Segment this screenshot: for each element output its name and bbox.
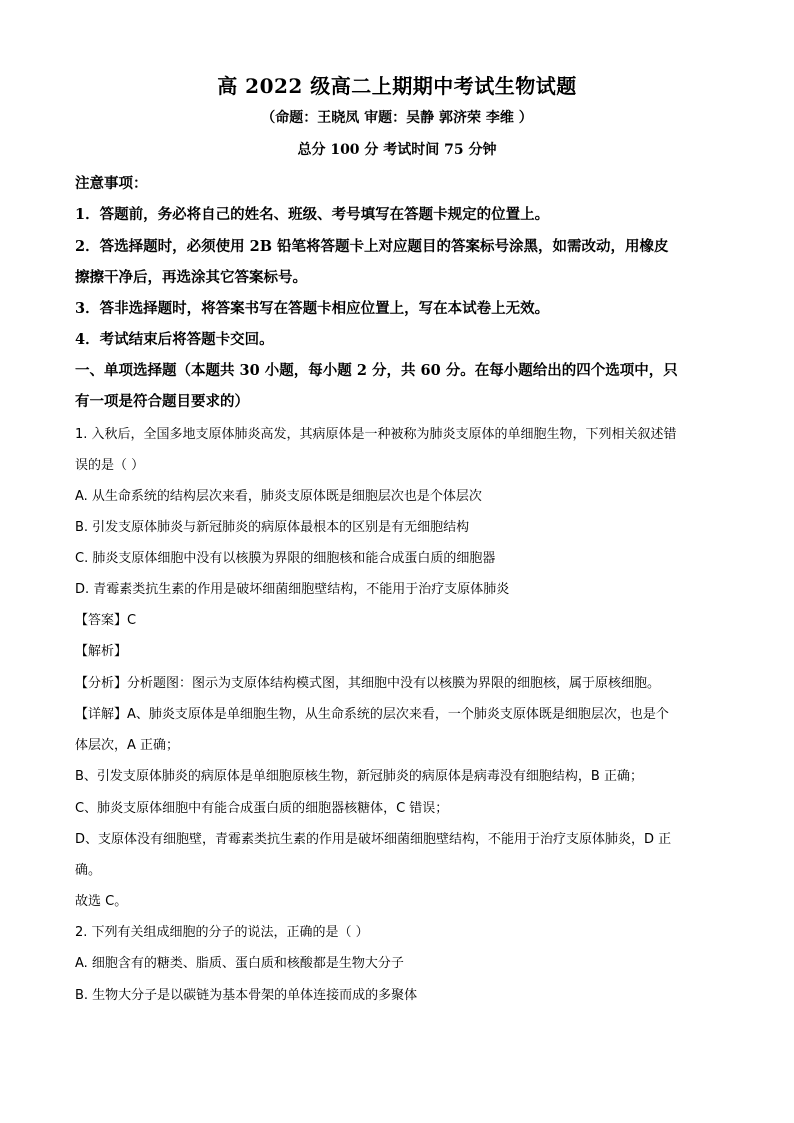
section-heading-line1: 一、单项选择题（本题共 30 小题，每小题 2 分，共 60 分。在每小题给出的四个选项中，只 bbox=[75, 362, 678, 379]
q1-analysis-label: 【解析】 bbox=[75, 644, 128, 659]
q1-stem-line1: 1. 入秋后，全国多地支原体肺炎高发，其病原体是一种被称为肺炎支原体的单细胞生物，下列相关叙述错 bbox=[75, 427, 677, 442]
q1-option-a: A. 从生命系统的结构层次来看，肺炎支原体既是细胞层次也是个体层次 bbox=[75, 489, 482, 504]
notes-item-4: 4．考试结束后将答题卡交回。 bbox=[75, 331, 274, 348]
notes-item-2: 2．答选择题时，必须使用 2B 铅笔将答题卡上对应题目的答案标号涂黑，如需改动，用橡皮 bbox=[75, 238, 669, 255]
exam-title: 高 2022 级高二上期期中考试生物试题 bbox=[217, 74, 577, 98]
q2-option-b: B. 生物大分子是以碳链为基本骨架的单体连接而成的多聚体 bbox=[75, 988, 418, 1003]
q1-conclusion: 故选 C。 bbox=[75, 894, 128, 909]
exam-meta: 总分 100 分 考试时间 75 分钟 bbox=[297, 142, 497, 158]
q1-fenxi: 【分析】分析题图：图示为支原体结构模式图，其细胞中没有以核膜为界限的细胞核，属于原核细胞。 bbox=[75, 676, 661, 691]
q1-xiangjie-line1: 【详解】A、肺炎支原体是单细胞生物，从生命系统的层次来看，一个肺炎支原体既是细胞层次，也是个 bbox=[75, 707, 669, 722]
notes-item-3: 3．答非选择题时，将答案书写在答题卡相应位置上，写在本试卷上无效。 bbox=[75, 300, 550, 317]
q1-explain-b: B、引发支原体肺炎的病原体是单细胞原核生物，新冠肺炎的病原体是病毒没有细胞结构，B 正确； bbox=[75, 769, 643, 784]
q1-answer: 【答案】C bbox=[75, 613, 137, 628]
q1-xiangjie-line2: 体层次，A 正确； bbox=[75, 738, 180, 753]
q1-option-d: D. 青霉素类抗生素的作用是破坏细菌细胞壁结构，不能用于治疗支原体肺炎 bbox=[75, 582, 510, 597]
q1-option-b: B. 引发支原体肺炎与新冠肺炎的病原体最根本的区别是有无细胞结构 bbox=[75, 520, 470, 535]
q1-option-c: C. 肺炎支原体细胞中没有以核膜为界限的细胞核和能合成蛋白质的细胞器 bbox=[75, 551, 496, 566]
q1-explain-d-line2: 确。 bbox=[75, 863, 102, 878]
notes-heading: 注意事项： bbox=[75, 175, 148, 192]
q2-stem: 2. 下列有关组成细胞的分子的说法，正确的是（ ） bbox=[75, 925, 369, 940]
section-heading-line2: 有一项是符合题目要求的） bbox=[75, 393, 249, 410]
notes-item-2-cont: 擦擦干净后，再选涂其它答案标号。 bbox=[75, 269, 307, 286]
q2-option-a: A. 细胞含有的糖类、脂质、蛋白质和核酸都是生物大分子 bbox=[75, 956, 404, 971]
q1-stem-line2: 误的是（ ） bbox=[75, 458, 145, 473]
q1-explain-c: C、肺炎支原体细胞中有能合成蛋白质的细胞器核糖体，C 错误； bbox=[75, 801, 449, 816]
exam-authors: （命题：王晓凤 审题：吴静 郭济荣 李维 ） bbox=[261, 110, 533, 126]
notes-item-1: 1．答题前，务必将自己的姓名、班级、考号填写在答题卡规定的位置上。 bbox=[75, 206, 550, 223]
q1-explain-d-line1: D、支原体没有细胞壁，青霉素类抗生素的作用是破坏细菌细胞壁结构，不能用于治疗支原体肺炎，D 正 bbox=[75, 832, 672, 847]
